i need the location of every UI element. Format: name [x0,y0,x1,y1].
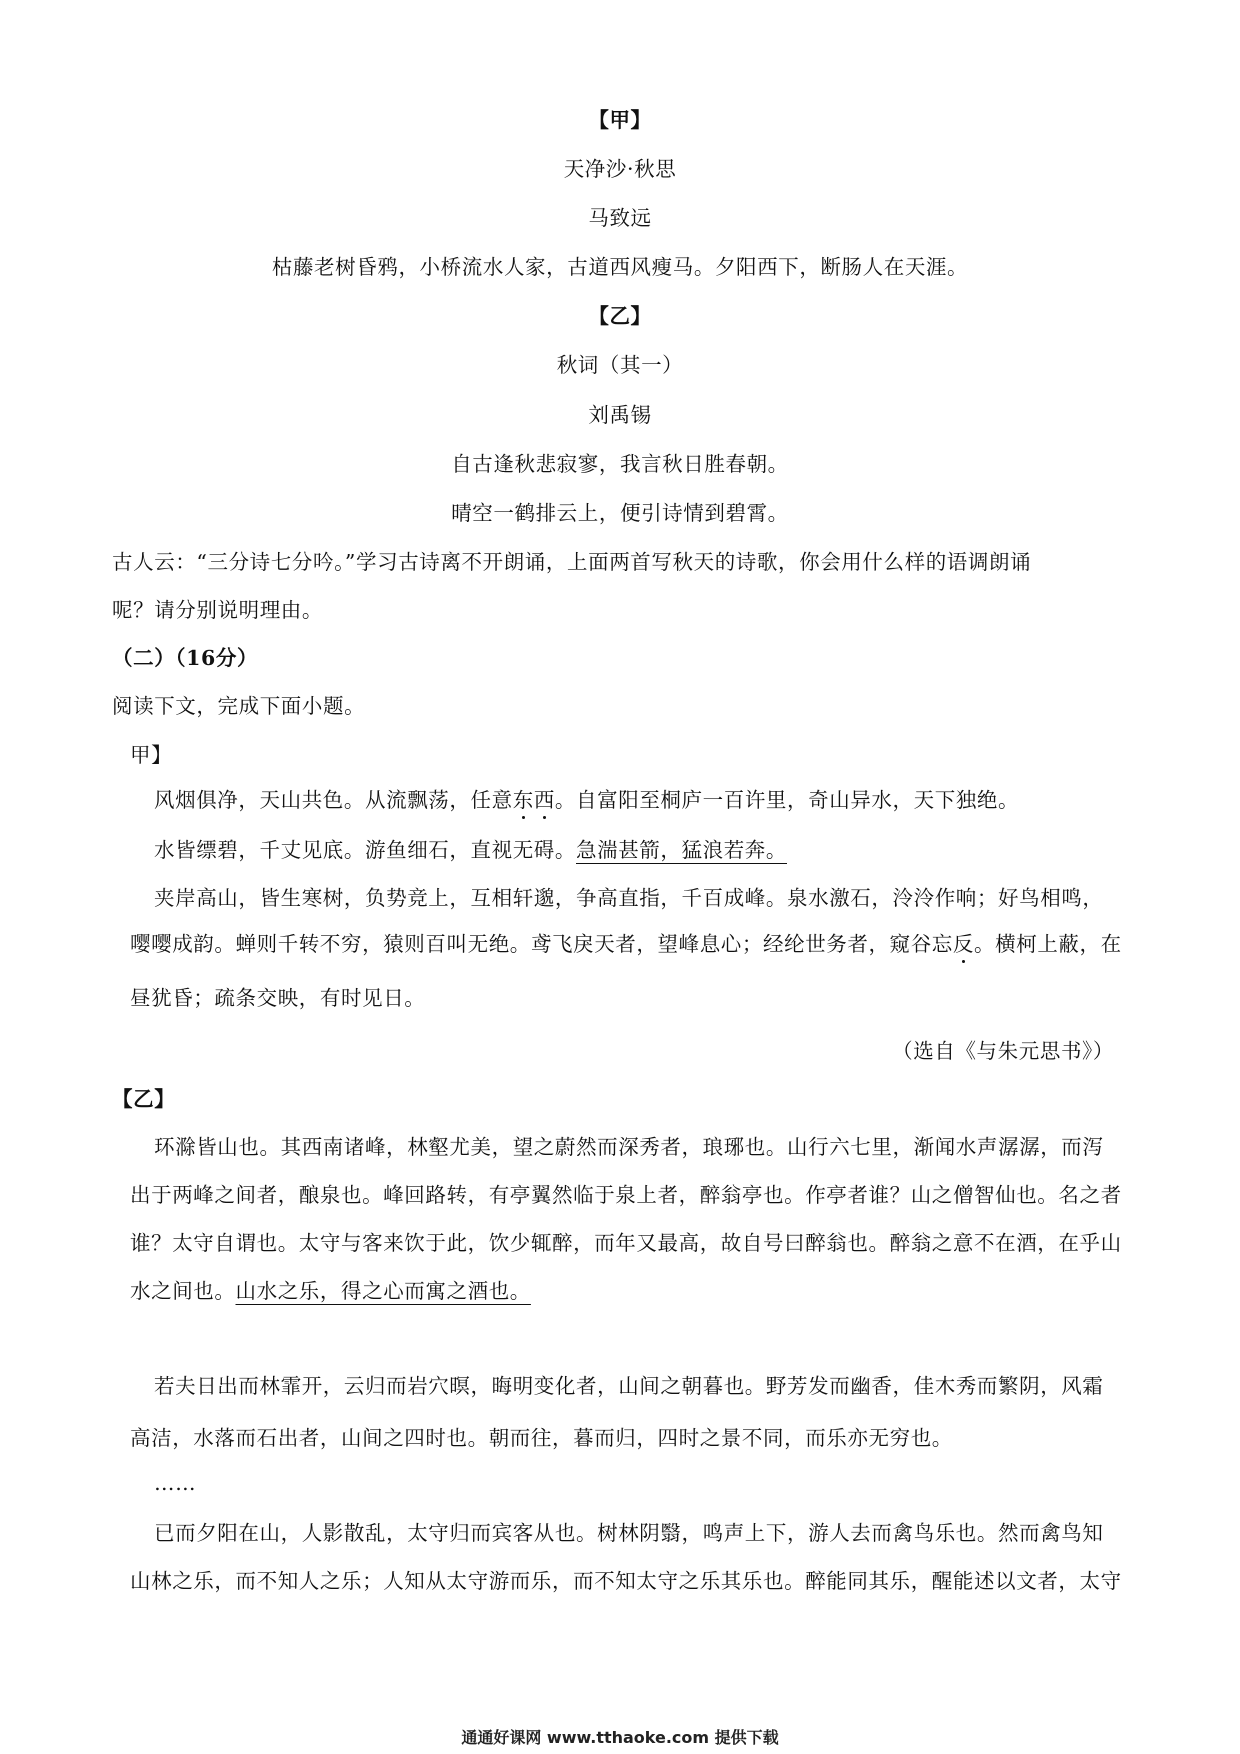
passage-yi-heading: 【乙】 [112,1087,176,1111]
passage-jia-paragraph-1 [154,786,1019,814]
jia-heading: 【甲】 [588,108,652,132]
yi-heading: 【乙】 [588,304,652,328]
passage-yi-p1-line-4 [130,1277,531,1305]
question-line-2: 呢？请分别说明理由。 [112,598,323,622]
poem-title-tianjingsha: 天净沙·秋思 [563,157,677,181]
passage-jia-p1-after: 。自富阳至桐庐一百许里，奇山异水，天下独绝。 [554,788,1020,812]
page-footer: 通通好课网 www.tthaoke.com 提供下载 [461,1728,779,1747]
passage-jia-p3-line-2 [130,930,1122,958]
passage-yi-p1-line-2: 出于两峰之间者，酿泉也。峰回路转，有亭翼然临于泉上者，醉翁亭也。作亭者谁？山之僧智仙也。名之者 [130,1183,1122,1207]
passage-jia-p3-line-2-before: 嘤嘤成韵。蝉则千转不穷，猿则百叫无绝。鸢飞戾天者，望峰息心；经纶世务者，窥谷忘 [130,932,953,956]
passage-yi-p2-line-1: 若夫日出而林霏开，云归而岩穴暝，晦明变化者，山间之朝暮也。野芳发而幽香，佳木秀而繁阴，风霜 [154,1374,1104,1398]
passage-yi-p1-line-3: 谁？太守自谓也。太守与客来饮于此，饮少辄醉，而年又最高，故自号曰醉翁也。醉翁之意不在酒，在乎山 [130,1231,1122,1255]
question-line-1: 古人云：“三分诗七分吟。”学习古诗离不开朗诵，上面两首写秋天的诗歌，你会用什么样的语调朗诵 [112,550,1032,574]
passage-jia-p2-plain: 水皆缥碧，千丈见底。游鱼细石，直视无碍。 [154,838,576,862]
underlined-sentence: 急湍甚箭，猛浪若奔。 [576,838,787,862]
passage-jia-heading: 甲】 [130,743,173,767]
poem-verse-tianjingsha: 枯藤老树昏鸦，小桥流水人家，古道西风瘦马。夕阳西下，断肠人在天涯。 [271,255,969,279]
passage-yi-p1-line-4-plain: 水之间也。 [130,1279,236,1303]
passage-yi-p2-line-2: 高洁，水落而石出者，山间之四时也。朝而往，暮而归，四时之景不同，而乐亦无穷也。 [130,1426,953,1450]
poem-title-qiuci: 秋词（其一） [556,353,684,377]
passage-jia-p1-before: 风烟俱净，天山共色。从流飘荡，任意 [154,788,513,812]
passage-jia-source: （选自《与朱元思书》） [892,1039,1114,1063]
poem-verse-qiuci-2: 晴空一鹤排云上，便引诗情到碧霄。 [451,501,789,525]
passage-jia-paragraph-2 [154,836,787,864]
passage-jia-p3-line-2-after: 。横柯上蔽，在 [974,932,1122,956]
passage-yi-p3-line-1: 已而夕阳在山，人影散乱，太守归而宾客从也。树林阴翳，鸣声上下，游人去而禽鸟乐也。然而禽鸟知 [154,1521,1104,1545]
underlined-sentence: 山水之乐，得之心而寓之酒也。 [235,1279,531,1303]
passage-yi-p3-line-2: 山林之乐，而不知人之乐；人知从太守游而乐，而不知太守之乐其乐也。醉能同其乐，醒能述以文者，太守 [130,1569,1122,1593]
passage-yi-ellipsis: …… [154,1471,197,1495]
poem-verse-qiuci-1: 自古逢秋悲寂寥，我言秋日胜春朝。 [451,452,789,476]
part-two-heading: （二）（16分） [112,646,259,670]
poem-author-liu-yuxi: 刘禹锡 [588,403,652,427]
emphasis-dot-char: 东 [512,788,534,812]
emphasis-dot-char: 反 [952,932,975,956]
passage-jia-p3-line-1: 夹岸高山，皆生寒树，负势竞上，互相轩邈，争高直指，千百成峰。泉水激石，泠泠作响；好鸟相鸣， [154,886,1104,910]
passage-yi-p1-line-1: 环滁皆山也。其西南诸峰，林壑尤美，望之蔚然而深秀者，琅琊也。山行六七里，渐闻水声潺潺，而泻 [154,1135,1104,1159]
part-two-instruction: 阅读下文，完成下面小题。 [112,694,366,718]
passage-jia-p3-line-3: 昼犹昏；疏条交映，有时见日。 [130,986,426,1010]
emphasis-dot-char: 西 [533,788,555,812]
poem-author-ma-zhiyuan: 马致远 [588,206,652,230]
